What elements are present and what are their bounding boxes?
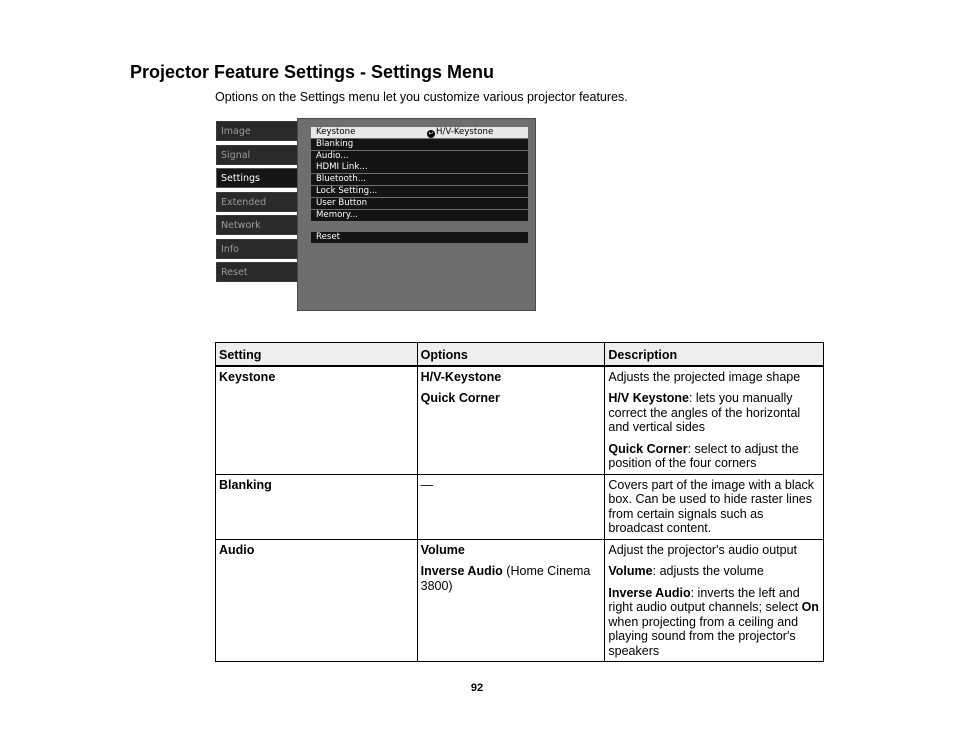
option-name: Inverse Audio: [420, 564, 503, 578]
menu-row-audio[interactable]: Audio...: [311, 151, 528, 162]
description-text: Covers part of the image with a black box. Can be used to hide raster lines from certain signals such as broadcast content.: [608, 477, 815, 535]
sidebar-item-network[interactable]: Network: [216, 215, 298, 235]
description-term: Quick Corner: [608, 441, 688, 456]
description-term: Inverse Audio: [608, 585, 691, 600]
option-dash: —: [420, 477, 434, 492]
menu-row-memory[interactable]: Memory...: [311, 210, 528, 221]
menu-row-value: [427, 127, 493, 138]
description-term: On: [801, 600, 819, 614]
setting-cell: Blanking: [216, 474, 418, 539]
description-cell: [605, 474, 824, 539]
description-cell: [605, 539, 824, 662]
setting-cell: Audio: [216, 539, 418, 662]
settings-menu-screenshot: [216, 118, 536, 311]
description-text: : adjusts the volume: [652, 564, 764, 578]
settings-list: [311, 127, 528, 221]
header-description: Description: [605, 343, 824, 366]
sidebar-item-info[interactable]: Info: [216, 239, 298, 259]
description-text: Adjusts the projected image shape: [608, 369, 801, 384]
menu-row-label: Keystone: [316, 127, 356, 137]
table-row: [216, 366, 824, 475]
description-text: : inverts the left and right audio output channels; select: [608, 585, 802, 614]
intro-text: Options on the Settings menu let you customize various projector features.: [215, 90, 628, 104]
menu-row-keystone[interactable]: [311, 127, 528, 138]
page-title: Projector Feature Settings - Settings Menu: [130, 62, 495, 82]
description-text: when projecting from a ceiling and playing sound from the projector's speakers: [608, 614, 799, 658]
table-header-row: [216, 343, 824, 366]
settings-panel: [297, 118, 536, 311]
description-term: H/V Keystone: [608, 391, 689, 405]
menu-sidebar: [216, 121, 298, 286]
table-row: [216, 539, 824, 662]
option-name: H/V-Keystone: [420, 369, 502, 384]
description-text: Adjust the projector's audio output: [608, 542, 798, 557]
header-options: Options: [417, 343, 605, 366]
description-term: Volume: [608, 564, 653, 578]
option-note: (Home Cinema 3800): [420, 564, 591, 593]
description-text: : select to adjust the position of the four corners: [608, 441, 799, 470]
description-cell: [605, 366, 824, 475]
sidebar-item-settings[interactable]: Settings: [216, 168, 303, 188]
menu-row-user-button[interactable]: User Button: [311, 198, 528, 209]
option-name: Volume: [420, 542, 465, 557]
menu-row-reset[interactable]: Reset: [311, 232, 528, 243]
option-name: Quick Corner: [420, 391, 500, 405]
table-row: [216, 474, 824, 539]
settings-table: [215, 342, 824, 662]
sidebar-item-reset[interactable]: Reset: [216, 262, 298, 282]
menu-row-blanking[interactable]: Blanking: [311, 139, 528, 150]
header-setting: Setting: [216, 343, 418, 366]
options-cell: [417, 474, 605, 539]
enter-icon: ↵: [428, 130, 434, 137]
options-cell: [417, 539, 605, 662]
sidebar-item-extended[interactable]: Extended: [216, 192, 298, 212]
page-number: 92: [470, 682, 484, 694]
sidebar-item-image[interactable]: Image: [216, 121, 298, 141]
menu-row-hdmi-link[interactable]: HDMI Link...: [311, 162, 528, 173]
sidebar-item-signal[interactable]: Signal: [216, 145, 298, 165]
keystone-value: H/V-Keystone: [436, 127, 494, 137]
menu-row-lock-setting[interactable]: Lock Setting...: [311, 186, 528, 197]
description-text: : lets you manually correct the angles of the horizontal and vertical sides: [608, 391, 801, 434]
setting-cell: Keystone: [216, 366, 418, 475]
options-cell: [417, 366, 605, 475]
menu-row-bluetooth[interactable]: Bluetooth...: [311, 174, 528, 185]
